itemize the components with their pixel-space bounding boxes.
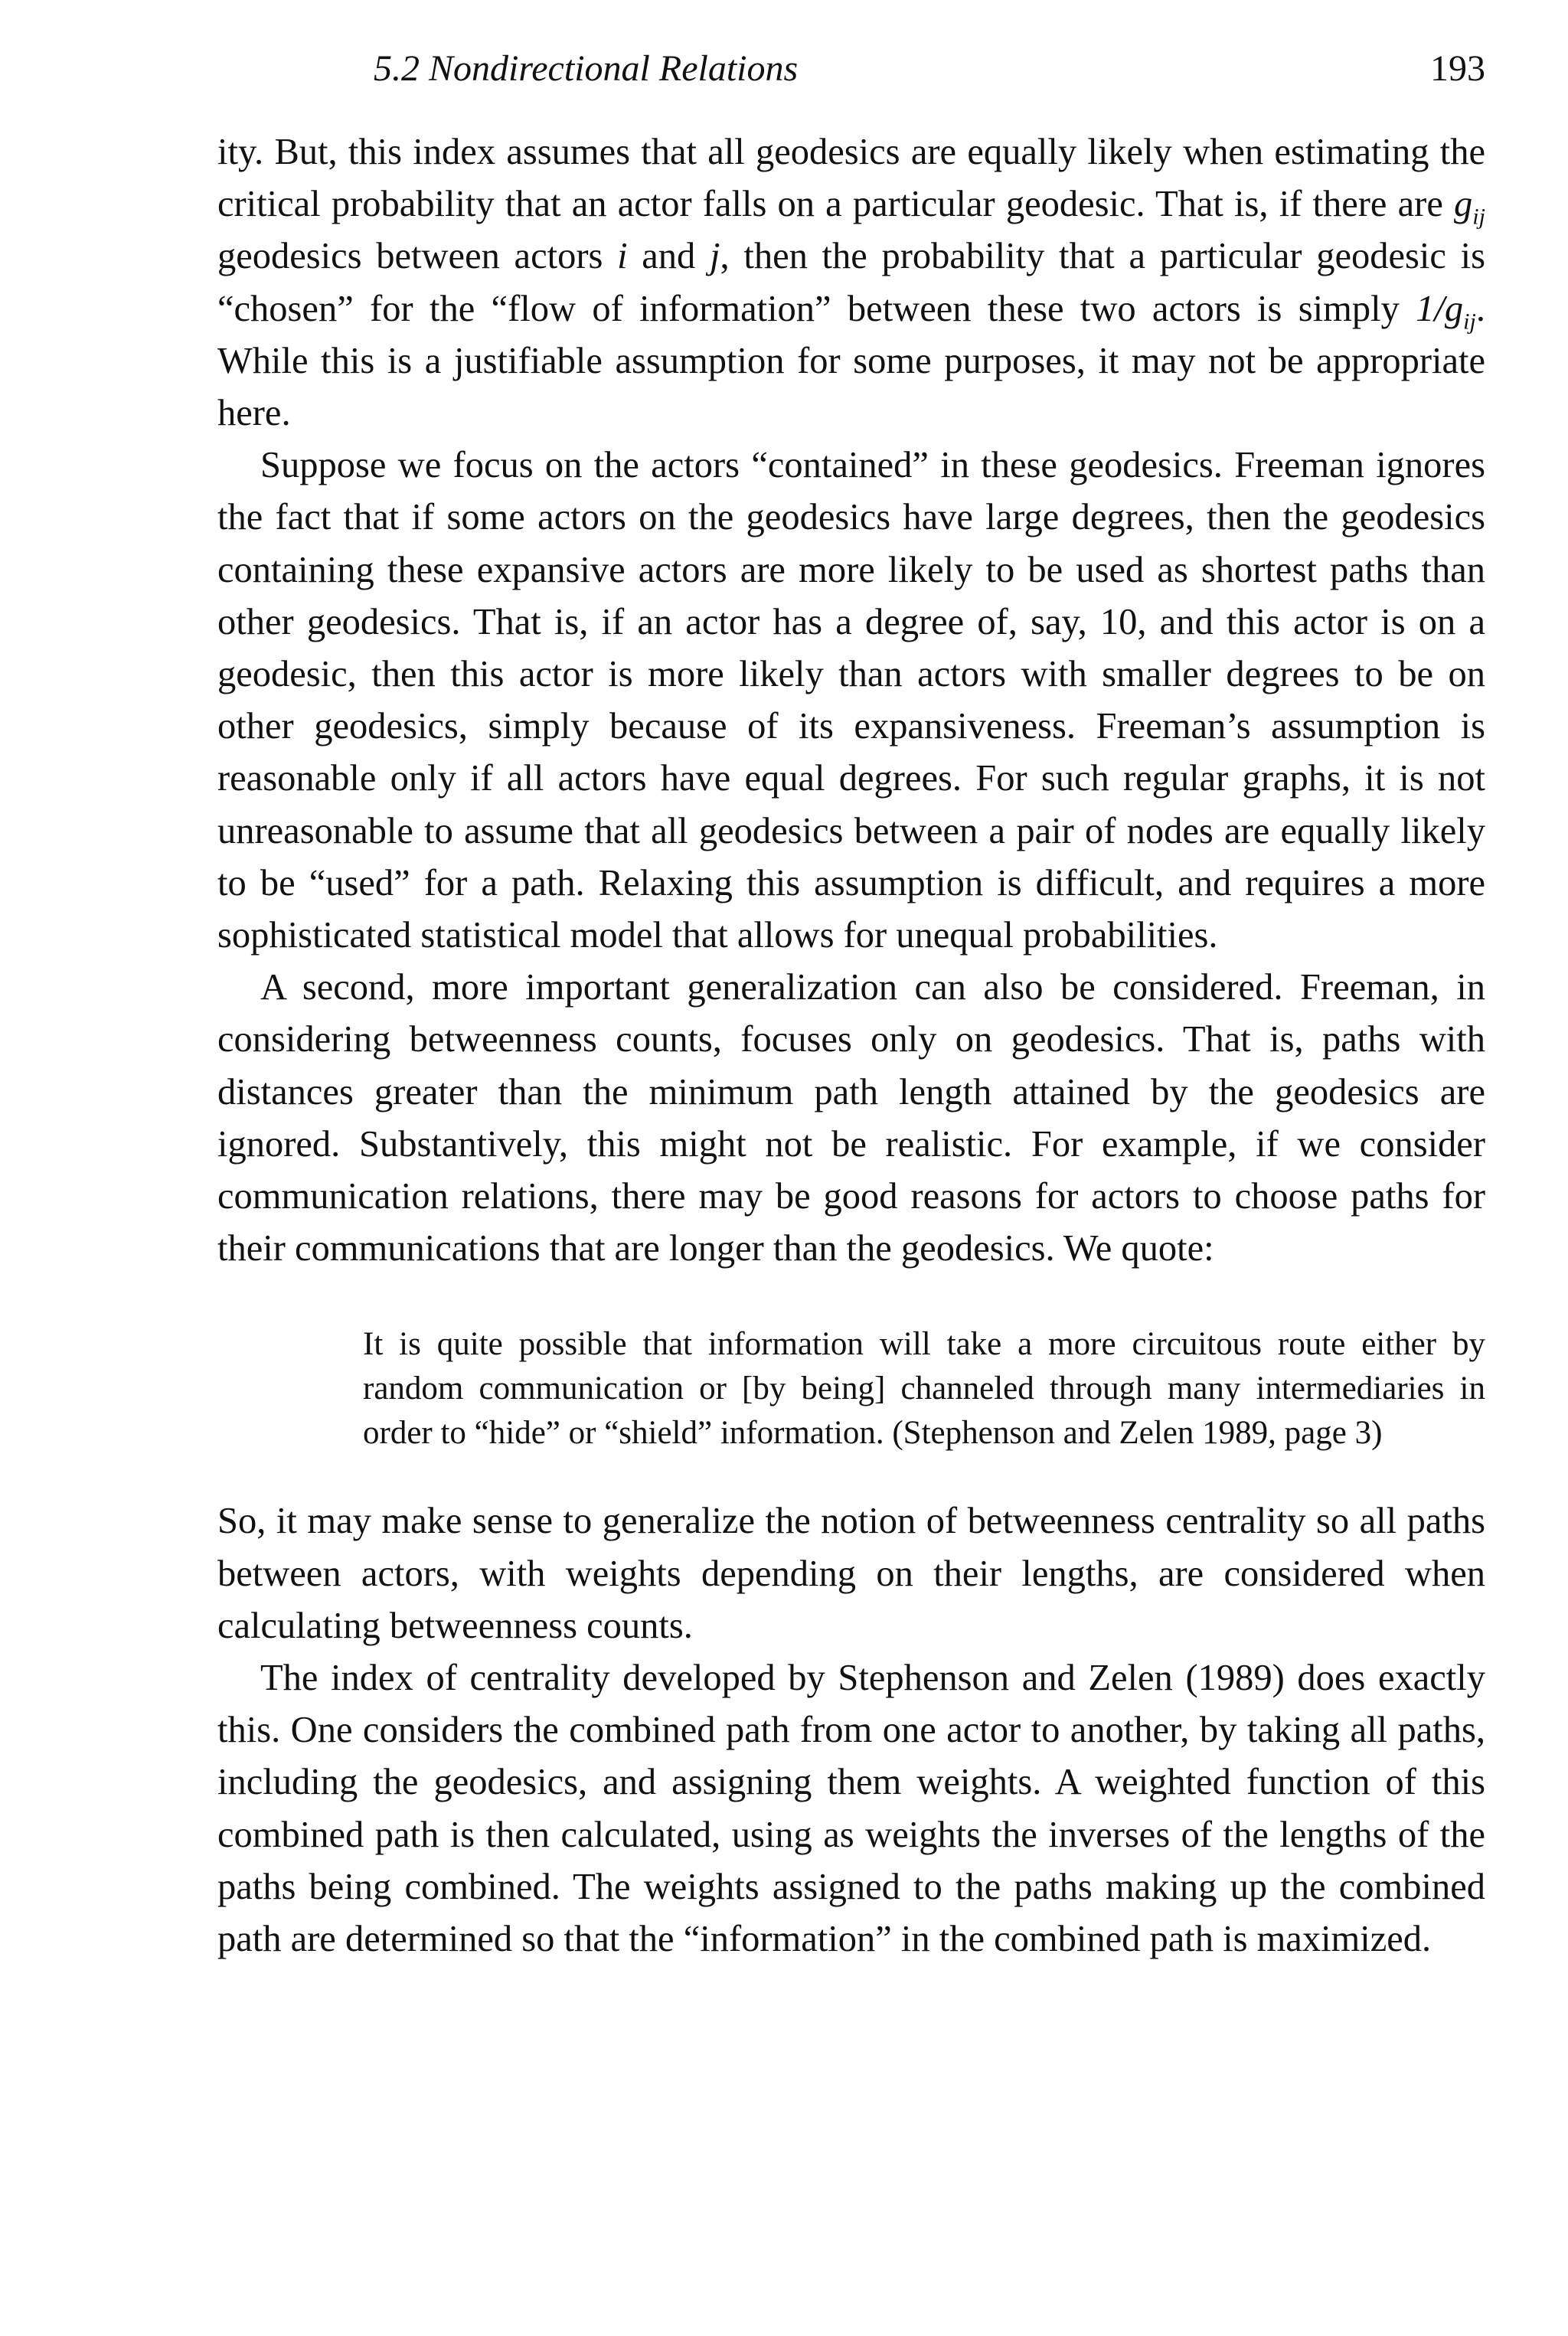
math-g-ij xyxy=(1454,184,1485,230)
paragraph-1 xyxy=(217,126,1485,439)
paragraph-1-text-a: ity. But, this index assumes that all geodesics are equally likely when estimating the critical probability that an actor falls on a particular geodesic. That is, if there are xyxy=(217,132,1485,225)
paragraph-2: Suppose we focus on the actors “contained” in these geodesics. Freeman ignores the fact that if some actors on the geodesics have large degrees, then the geodesics containing these expansive actors are more likely to be used as shortest paths than other geodesics. That is, if an actor has a degree of, say, 10, and this actor is on a geodesic, then this actor is more likely than actors with smaller degrees to be on other geodesics, simply because of its expansiveness. Freeman’s assumption is reasonable only if all actors have equal degrees. For such regular graphs, it is not unreasonable to assume that all geodesics between a pair of nodes are equally likely to be “used” for a path. Relaxing this assumption is difficult, and requires a more sophisticated statistical model that allows for unequal probabilities. xyxy=(217,445,1485,956)
math-inverse: 1/g xyxy=(1416,288,1464,329)
block-quote: It is quite possible that information will take a more circuitous route either by random communication or [by being] channeled through many intermediaries in order to “hide” or “shield” information. (Stephenson and Zelen 1989, page 3) xyxy=(363,1326,1485,1452)
paragraph-3: A second, more important generalization can also be considered. Freeman, in considering betweenness counts, focuses only on geodesics. That is, paths with distances greater than the minimum path length attained by the geodesics are ignored. Substantively, this might not be realistic. For example, if we consider communication relations, there may be good reasons for actors to choose paths for their communications that are longer than the geodesics. We quote: xyxy=(217,967,1485,1269)
paragraph-1-text-e: . While this is a justifiable assumption for some purposes, it may not be appropriate here. xyxy=(217,288,1485,434)
math-j: j xyxy=(710,236,720,277)
paragraph-1-text-d: , then the probability that a particular geodesic is “chosen” for the “flow of information” between these two actors is simply xyxy=(217,236,1485,329)
paragraph-1-text-c: and xyxy=(627,236,710,277)
paragraph-4: So, it may make sense to generalize the notion of betweenness centrality so all paths between actors, with weights depending on their lengths, are considered when calculating betweenness counts. xyxy=(217,1501,1485,1646)
paragraph-1-text-b: geodesics between actors xyxy=(217,236,618,277)
page-number: 193 xyxy=(1430,48,1485,89)
running-head xyxy=(217,47,1485,101)
math-subscript-ij-2: ij xyxy=(1463,308,1476,335)
paragraph-5: The index of centrality developed by Stephenson and Zelen (1989) does exactly this. One considers the combined path from one actor to another, by taking all paths, including the geodesics, and assigning them weights. A weighted function of this combined path is then calculated, using as weights the inverses of the lengths of the paths being combined. The weights assigned to the paths making up the combined path are determined so that the “information” in the combined path is maximized. xyxy=(217,1658,1485,1960)
math-g: g xyxy=(1454,184,1473,225)
body-text xyxy=(217,126,1485,1965)
section-title: 5.2 Nondirectional Relations xyxy=(374,48,799,89)
math-inverse-g-ij xyxy=(1416,288,1476,335)
math-i: i xyxy=(617,236,628,277)
math-subscript-ij: ij xyxy=(1472,203,1485,230)
